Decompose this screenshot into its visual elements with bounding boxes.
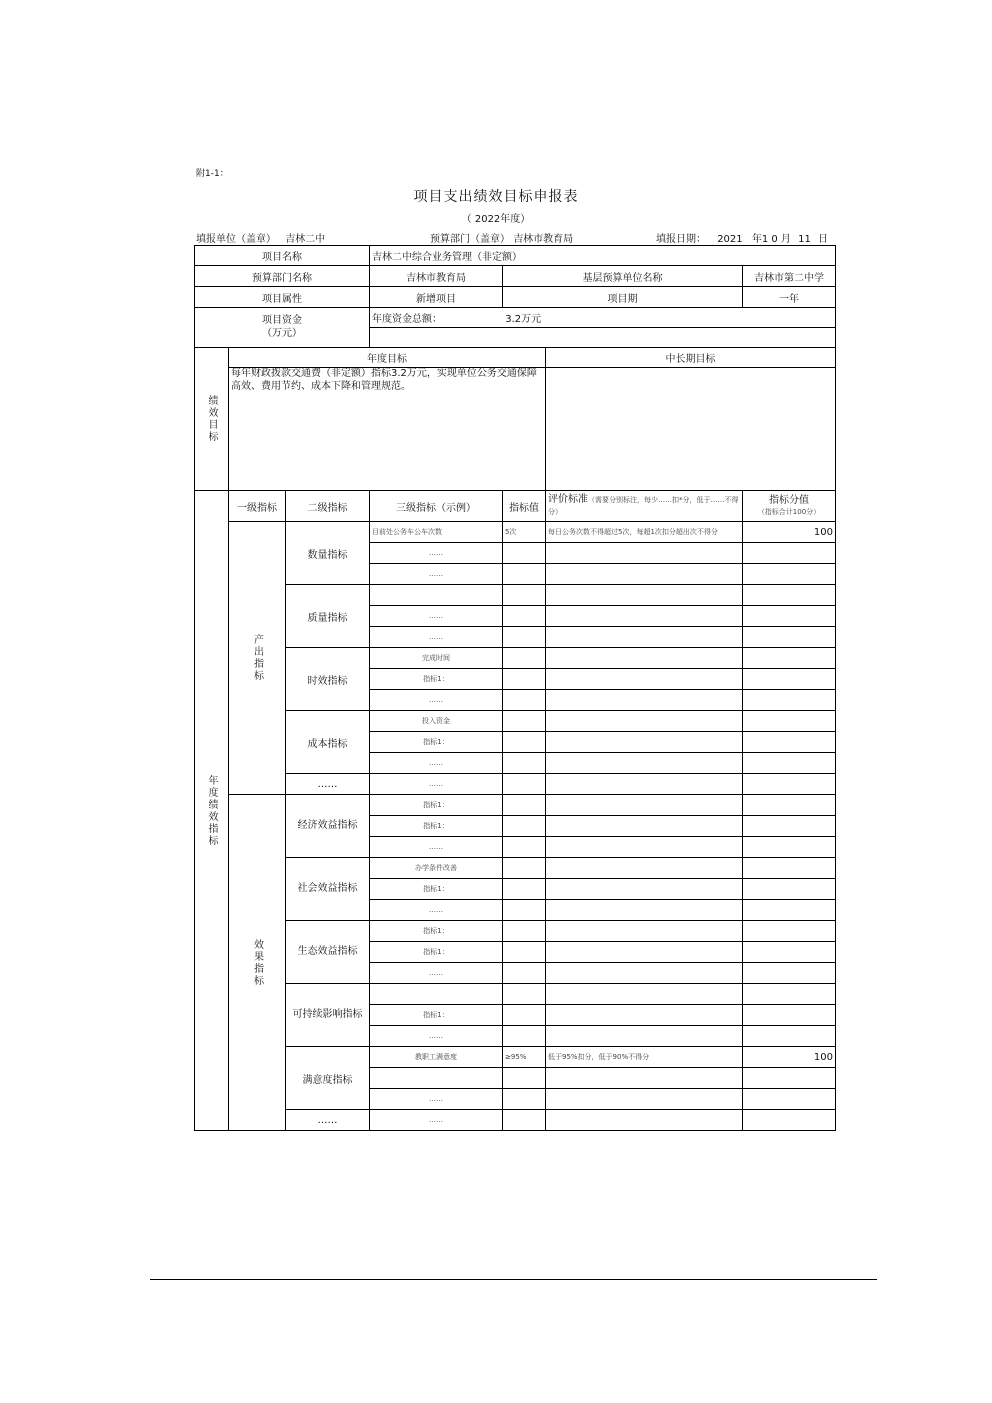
value-cell [503,648,546,669]
score-cell [743,900,836,921]
score-cell [743,795,836,816]
value-cell [503,1110,546,1131]
score-cell [743,1110,836,1131]
value-cell [503,942,546,963]
timeliness-indicator: 时效指标 [286,648,370,711]
col-score-label: 指标分值 [769,495,809,507]
quantity-indicator: 数量指标 [286,522,370,585]
standard-cell [546,900,743,921]
unit-header [196,230,325,245]
level3-cell: 指标1： [370,921,503,942]
value-cell [503,753,546,774]
score-cell [743,543,836,564]
standard-cell [546,921,743,942]
score-cell [743,690,836,711]
col-level1: 一级指标 [229,491,286,522]
level3-cell: …… [370,627,503,648]
dept-header [430,230,573,245]
standard-cell [546,942,743,963]
value-cell [503,627,546,648]
attribute-label: 项目属性 [195,287,370,308]
period-label: 项目期 [503,287,743,308]
standard-cell [546,732,743,753]
score-cell [743,774,836,795]
date-header [656,230,828,245]
value-cell [503,1089,546,1110]
score-cell [743,606,836,627]
score-cell [743,816,836,837]
standard-cell [546,837,743,858]
standard-cell [546,627,743,648]
value-cell [503,963,546,984]
level3-cell: …… [370,543,503,564]
standard-cell [546,858,743,879]
value-cell [503,711,546,732]
social-indicator: 社会效益指标 [286,858,370,921]
score-cell [743,648,836,669]
quality-indicator: 质量指标 [286,585,370,648]
col-standard-note: （需要分别标注，每少……扣*分，低于……不得分） [548,495,739,516]
cost-indicator: 成本指标 [286,711,370,774]
standard-cell [546,1110,743,1131]
value-cell [503,1005,546,1026]
economic-indicator: 经济效益指标 [286,795,370,858]
annual-total-row [370,308,836,328]
longterm-goal-label: 中长期目标 [546,348,836,368]
level3-cell: 指标1： [370,942,503,963]
standard-cell [546,669,743,690]
value-cell [503,543,546,564]
standard-cell [546,648,743,669]
score-cell [743,564,836,585]
standard-cell [546,564,743,585]
attachment-label: 附1-1： [196,169,229,179]
level3-cell: 指标1： [370,879,503,900]
score-cell [743,753,836,774]
score-cell [743,1068,836,1089]
col-level2: 二级指标 [286,491,370,522]
standard-cell [546,1026,743,1047]
date-day: 11 [798,234,811,245]
level3-cell: …… [370,1110,503,1131]
footer-rule [150,1279,877,1280]
longterm-goal-text [546,368,836,491]
score-cell [743,837,836,858]
period: 一年 [743,287,836,308]
level3-cell: …… [370,753,503,774]
goals-section-label: 绩效目标 [195,348,229,491]
level3-cell: 指标1： [370,732,503,753]
date-year-unit: 年 [751,234,762,245]
effect-indicators-label: 效果指标 [229,795,286,1131]
standard-cell: 低于95%扣分，低于90%不得分 [546,1047,743,1068]
col-standard [546,491,743,522]
unit-value: 吉林二中 [285,234,326,245]
ecological-indicator: 生态效益指标 [286,921,370,984]
standard-cell [546,1068,743,1089]
value-cell [503,858,546,879]
value-cell [503,837,546,858]
level3-cell: …… [370,690,503,711]
level3-cell [370,984,503,1005]
col-score [743,491,836,522]
value-cell [503,900,546,921]
indicators-section-label: 年度绩效指标 [195,491,229,1131]
value-cell [503,606,546,627]
dept-name-label: 预算部门名称 [195,266,370,287]
dept-value: 吉林市教育局 [513,234,574,245]
standard-cell [546,984,743,1005]
value-cell [503,1068,546,1089]
level3-cell: 指标1： [370,816,503,837]
funds-label-text: 项目资金 [262,315,302,326]
level3-cell: …… [370,564,503,585]
score-cell [743,1026,836,1047]
date-month-unit: 月 [780,234,791,245]
level3-cell: …… [370,837,503,858]
value-cell [503,669,546,690]
score-cell [743,1089,836,1110]
performance-table [194,245,836,1131]
score-cell [743,963,836,984]
value-cell [503,774,546,795]
value-cell: ≥95% [503,1047,546,1068]
funds-label [195,308,370,348]
score-cell [743,1005,836,1026]
standard-cell [546,774,743,795]
score-cell [743,627,836,648]
project-name: 吉林二中综合业务管理（非定额） [370,246,836,266]
level3-cell: …… [370,1089,503,1110]
score-cell: 100 [743,522,836,543]
level3-cell [370,585,503,606]
level3-cell: 指标1： [370,669,503,690]
level3-cell: 教职工满意度 [370,1047,503,1068]
sustainable-indicator: 可持续影响指标 [286,984,370,1047]
score-cell [743,711,836,732]
value-cell [503,921,546,942]
level3-cell: 投入资金 [370,711,503,732]
annual-goal-label: 年度目标 [229,348,546,368]
level3-cell: 完成时间 [370,648,503,669]
date-year: 2021 [717,234,743,245]
level3-cell: …… [370,1026,503,1047]
level3-cell: …… [370,606,503,627]
standard-cell [546,606,743,627]
value-cell [503,585,546,606]
value-cell [503,564,546,585]
standard-cell [546,795,743,816]
standard-cell [546,585,743,606]
standard-cell [546,543,743,564]
date-label: 填报日期： [656,234,706,245]
col-level3: 三级指标（示例） [370,491,503,522]
standard-cell [546,816,743,837]
date-day-unit: 日 [818,234,829,245]
score-cell [743,585,836,606]
value-cell: 5次 [503,522,546,543]
form-year: （ 2022年度） [461,214,531,225]
unit-label: 填报单位（盖章） [196,234,276,245]
effect-ellipsis: …… [286,1110,370,1131]
standard-cell: 每日公务次数不得超过5次，每超1次扣分超出次不得分 [546,522,743,543]
date-month: 1 0 [761,234,778,245]
funds-blank [370,328,836,348]
satisfaction-indicator: 满意度指标 [286,1047,370,1110]
standard-cell [546,1089,743,1110]
funds-unit: （万元） [262,327,302,339]
annual-goal-text: 每年财政拨款交通费（非定额）指标3.2万元，实现单位公务交通保障高效、费用节约、成本下降和管理规范。 [229,368,546,491]
value-cell [503,879,546,900]
annual-total-label: 年度资金总额： [372,314,442,325]
score-cell: 100 [743,1047,836,1068]
score-cell [743,732,836,753]
level3-cell [370,1068,503,1089]
output-indicators-label: 产出指标 [229,522,286,795]
col-score-note: （指标合计100分） [757,507,821,516]
standard-cell [546,1005,743,1026]
level3-cell: 指标1： [370,795,503,816]
standard-cell [546,690,743,711]
score-cell [743,669,836,690]
score-cell [743,984,836,1005]
project-name-label: 项目名称 [195,246,370,266]
value-cell [503,1026,546,1047]
value-cell [503,690,546,711]
level3-cell: 目前处公务车公车次数 [370,522,503,543]
level3-cell: …… [370,963,503,984]
standard-cell [546,963,743,984]
value-cell [503,795,546,816]
level3-cell: …… [370,900,503,921]
basic-unit: 吉林市第二中学 [743,266,836,287]
annual-total: 3.2万元 [505,314,542,325]
score-cell [743,921,836,942]
level3-cell: 办学条件改善 [370,858,503,879]
score-cell [743,879,836,900]
dept-name: 吉林市教育局 [370,266,503,287]
standard-cell [546,711,743,732]
value-cell [503,732,546,753]
form-title: 项目支出绩效目标申报表 [413,189,579,205]
level3-cell: …… [370,774,503,795]
level3-cell: 指标1： [370,1005,503,1026]
output-ellipsis: …… [286,774,370,795]
score-cell [743,858,836,879]
standard-cell [546,879,743,900]
col-value: 指标值 [503,491,546,522]
col-standard-label: 评价标准 [548,493,588,505]
score-cell [743,942,836,963]
value-cell [503,984,546,1005]
attribute: 新增项目 [370,287,503,308]
basic-unit-label: 基层预算单位名称 [503,266,743,287]
standard-cell [546,753,743,774]
value-cell [503,816,546,837]
dept-label: 预算部门（盖章） [430,234,510,245]
